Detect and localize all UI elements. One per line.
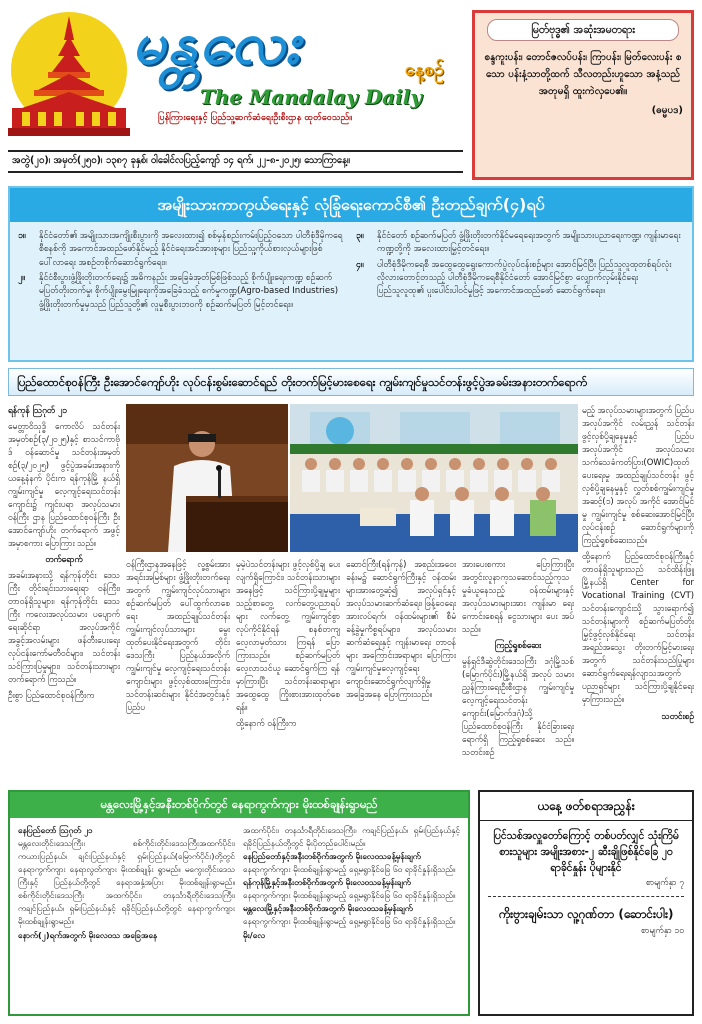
pagoda-logo-icon bbox=[8, 10, 130, 138]
weather-subheading: မန္တလေးမြို့နှင့်အနီးတစ်ဝိုက်အတွက် မိုးလေဝသခန့်မှန်းချက် bbox=[243, 903, 413, 914]
buddha-teaching-source: (ဓမ္မပဒ) bbox=[651, 105, 683, 117]
objectives-left-column bbox=[18, 230, 346, 314]
weather-subheading: နေပြည်တော်နှင့်အနီးတစ်ဝိုက်အတွက် မိုးလေဝသခန့်မှန်းချက် bbox=[243, 850, 421, 861]
article-paragraph: ထို့နောက် ပြည်ထောင်စုဝန်ကြီးနှင့် တာဝန်ရှိသူများသည် သင်ထိန်းဖြူမြို့နယ်ရှိ Center for Vocational Training (CVT) သင်တန်းကျောင်းသို့ သွားရောက်၍ သင်တန်းများကို စဉ်ဆက်မပြတ်တိုးမြှင့်ဖွင့်လှစ်နိုင်ရေး သင်တန်း အရည်အသွေး တိုးတက်မြင့်မားရေးအတွက် သင်တန်းသည်ပြုများ ဆောင်ရွက်ရေးရန်လျာသအတွက် ပညာရှင်များ သင်ကြားပို့ချနိုင်ရေး မှာကြားသည်။ bbox=[582, 551, 694, 705]
article-paragraph: ဝန်ကြီးဌာနအနေဖြင့် လူ့စွမ်းအား အရင်းအမြစ်များ ဖွံ့ဖြိုးတိုးတက်ရေးအတွက် ကျွမ်းကျင်လုပ်သားများ စဉ်ဆက်မပြတ် ပေါ်ထွက်လာစေရေး အထည်ချုပ်သင်တန်း ကျွမ်းကျင်လုပ်သားများ မွေးထုတ်ပေးနိုင်ရေးအတွက် တိုင်းဒေသကြီး ပြည်နယ်အလိုက် ကျွမ်းကျင်မှု လေ့ကျင့်ရေးသင်တန်းကျောင်းများ ဖွင့်လှစ်ထားကြောင်း၊ သင်တန်းဆင်းများ နိုင်ငံအတွင်းနှင့် ပြည်ပ bbox=[126, 559, 230, 713]
article-column-3 bbox=[236, 558, 340, 782]
article-paragraph: မည့် အလုပ်သမားများအတွက် ပြည်ပအလုပ်အကိုင် လမ်းညွှန် သင်တန်း ဖွင့်လှစ်ပို့ချနေမှုနှင့် ပြည်ပအလုပ်အကိုင် အလုပ်သမား သက်သေခံကတ်ပြား(OWIC)ထုတ် ပေးရေးမှု အထည်ချုပ်သင်တန်း ဖွင့်လှစ်ပို့ချနေမှုနှင့် လွှတ်စစ်ကျွမ်းကျင်မှုအဆင့်(၁) အလုပ် အကိုင် အောင်မြင်မှု ကျွမ်းကျင်မှု စစ်ဆေးအောင်မြင်ပြီး လုပ်ငန်းစဉ် ဆောင်ရွက်များကို ကြည့်ရှုစစ်ဆေးသည်။ bbox=[582, 405, 694, 546]
objective-item: ၁။ နိုင်ငံတော်၏ အမျိုးသားအကျိုးစီးပွားကို အလေးထား၍ စစ်မှန်စည်းကမ်းပြည့်ဝသော ပါတီစုံဒီမိုကရေစီစနစ်ကို အကောင်အထည်ဖော်နိုင်မည့် နိုင်ငံရေးအင်အားစုများ ပြည်သူ့ကိုယ်စားလှယ်များဖြစ်ပေါ်လာရေး အစဉ်တစိုက်ဆောင်ရွက်ရေး။ bbox=[18, 231, 343, 268]
masthead-title bbox=[132, 4, 462, 82]
todays-index-heading: ယနေ့ ဖတ်စရာအညွှန်း bbox=[480, 792, 692, 821]
article-paragraph: အားပေးစကား ပြောကြားပြီး အတွင်းလူနာကုသဆောင်သည့်ကုသမှုခံယူနေသည့် ဝန်ထမ်းများနှင့် အလုပ်သမားများအား ကျန်းမာ ရေး ကောင်းစေရန် ငွေသားများ ပေး အပ်သည်။ bbox=[462, 559, 574, 635]
weather-paragraph: နေရာကွက်ကျား မိုးထစ်ချုန်းရွာမည့် ရှေ့မရွာနိုင်ခြေ ၆၀ ရာခိုင်နှုန်းရှိသည်။ bbox=[243, 916, 456, 927]
article-signoff: သတင်းစဉ် bbox=[661, 711, 694, 722]
masthead-title-english: The Mandalay Daily bbox=[200, 85, 422, 109]
article-paragraph: ထို့နောက် ဝန်ကြီးက bbox=[236, 718, 297, 729]
index-item-1-page: စာမျက်နှာ ၇ bbox=[645, 878, 684, 889]
article-paragraph: အခမ်းအနားသို့ ရန်ကုန်တိုင်း ဒေသကြီး တိုင်းရင်းသားရေးရာ ဝန်ကြီး၊ တာဝန်ရှိသူများ၊ ရန်ကုန်တိုင်း ဒေသကြီး ကလေးအလုပ်သမား ပပျောက်ရေးဆိုင်ရာ အလုပ်အကိုင် အခွင့်အလမ်းများ ဖန်တီးပေးရေးလုပ်ငန်းကော်မတီဝင်များ၊ သင်တန်းသင်ကြားပြမှုများ၊ သင်တန်းသားများ တက်ရောက် ကြသည်။ bbox=[8, 570, 120, 685]
buddha-teaching-body: စန္ဒကူးပန်း၊ တောင်ဇလပ်ပန်း၊ ကြာပန်း၊ မြတ်လေးပန်း စသော ပန်းနံ့သာတို့ထက် သီလတည်းဟူသော အနံ့သည် အတုမရှိ ထူးကဲလှပေ၏။ bbox=[484, 52, 682, 98]
buddha-teaching-box bbox=[472, 10, 694, 180]
weather-subheading: ရန်ကုန်မြို့နှင့်အနီးတစ်ဝိုက်အတွက် မိုးလေဝသခန့်မှန်းချက် bbox=[243, 877, 411, 888]
weather-subheading: နေပြည်တော် ဩဂုတ် ၂၁ bbox=[18, 824, 93, 835]
weather-paragraph: မန္တလေးတိုင်းဒေသကြီး၊ စစ်ကိုင်းတိုင်းဒေသကြီးအထက်ပိုင်း၊ ကယားပြည်နယ်၊ ချင်းပြည်နယ်နှင့် ရှမ်းပြည်နယ်(မြောက်ပိုင်း)တို့တွင် နေရာကွက်ကျား နေရာလွတ်ကျား မိုးထစ်ချုန်း ရွာမည်။ မကွေးတိုင်းဒေသကြီးနှင့် ပြည်နယ်တို့တွင် နေရာအနှံ့အပြား မိုးထစ်ချုန်းရွာမည်။ စစ်ကိုင်းတိုင်းဒေသကြီး အထက်ပိုင်း၊ တနင်္သာရီတိုင်းဒေသကြီး၊ ကချင်ပြည်နယ်၊ ရှမ်းပြည်နယ်နှင့် ရခိုင်ပြည်နယ်တို့တွင် နေရာကွက်ကျား မိုးထစ်ချုန်းရွာမည်။ bbox=[18, 837, 235, 927]
objectives-right-column bbox=[356, 230, 684, 314]
main-headline: ပြည်ထောင်စုဝန်ကြီး ဦးအောင်ကျော်ဟိုး လုပ်ငန်းစွမ်းဆောင်ရည် တိုးတက်မြင့်မားစေရေး ကျွမ်းကျင်မှုသင်တန်းဖွင့်ပွဲအခမ်းအနားတက်ရောက် bbox=[8, 368, 694, 396]
article-column-6 bbox=[582, 404, 694, 782]
audience-photo-icon bbox=[290, 404, 578, 552]
index-item-1[interactable]: ပြင်သစ်အလှူတော်ကြောင့် တစ်ပတ်လျှင် သုံးကြိမ်စားသူများ အမျိုးအစား-၂ ဆီးချိုဖြစ်နိုင်ခြေ ၂၀ ရာခိုင်နှုန်း ပိုများနိုင် bbox=[493, 830, 679, 874]
minister-speech-photo-icon bbox=[126, 404, 288, 552]
masthead-subtitle: ပြန်ကြားရေးနှင့် ပြည်သူ့ဆက်ဆံရေးဦးစီးဌာန ထုတ်ဝေသည်။ bbox=[158, 113, 352, 123]
objective-item: ၃။ နိုင်ငံတော် စဉ်ဆက်မပြတ် ဖွံ့ဖြိုးတိုးတက်နိုင်မရေရေးအတွက် အမျိုးသားပညာရေးကဏ္ဍ၊ ကျန်းမာရေးကဏ္ဍတို့ကို အလေးထားမြှင့်တင်ရေး။ bbox=[356, 231, 681, 255]
article-column-1 bbox=[8, 404, 120, 782]
buddha-teaching-heading: မြတ်ဗုဒ္ဓ၏ အဆုံးအမတရား bbox=[487, 19, 679, 41]
objectives-heading: အမျိုးသားကာကွယ်ရေးနှင့် လုံခြုံရေးကောင်စီ၏ ဦးတည်ချက်(၄)ရပ် bbox=[10, 188, 692, 222]
article-paragraph: ဆောင်ကြီး(ရန်ကုန်) အစည်းအဝေး ခန်းမ၌ ဆောင်ရွက်ကြီးနှင့် ဝန်ထမ်း များအားတွေ့ဆုံ၍ အလုပ်ရှင်နှင့် အလုပ်သမားဆက်ဆံရေး၊ ဖြန့်ဝေရေး အားလပ်ရက်၊ ဝန်ထမ်းများ၏ စီမံခန့်ခွဲမှုကိစ္စရပ်များ၊ အလုပ်သမား ဆက်ဆံရေးနှင့် ကျန်းမာရေး တာဝန်များ အကြောင်းအရာများ ပြောကြား ကျွမ်းကျင်မှုလေ့ကျင့်ရေး ကျောင်းဆောင်ရွက်လျက်ရှိမှု အခြေအနေ ပြောကြားသည်။ bbox=[346, 559, 456, 700]
weather-column-2 bbox=[243, 824, 460, 942]
weather-paragraph: အထက်ပိုင်း၊ တနင်္သာရီတိုင်းဒေသကြီး၊ ကချင်ပြည်နယ်၊ ရှမ်းပြည်နယ်နှင့် ရခိုင်ပြည်နယ်တို့တွင် မိုးပိုတည်ပေါင်းမည်။ bbox=[243, 824, 460, 848]
article-column-2 bbox=[126, 558, 230, 782]
weather-column-1 bbox=[18, 824, 235, 942]
article-subheading: တက်ရောက် bbox=[45, 554, 83, 565]
article-byline: ရန်ကုန် ဩဂုတ် ၂၁ bbox=[8, 405, 67, 415]
article-paragraph: မေတ္တာဝိသုဒ္ဓိ ကောလိပ် သင်တန်းအမှတ်စဉ်(၃/၂၀၂၅)နှင့် စာသင်ကာဗိုဒ် ဝန်ဆောင်မှု သင်တန်းအမှတ်စဉ်(၃/၂၀၂၅) ဖွင့်ပွဲအခမ်းအနားကို ယနေ့နံနက် ပိုင်းက ရန်ကုန်မြို့ နယ်ရှိ ကျွမ်းကျင်မှု လေ့ကျင့်ရေးသင်တန်းကျောင်း၌ ကျင်းပရာ အလုပ်သမားဝန်ကြီး ဌာန ပြည်ထောင်စုဝန်ကြီး ဦးအောင်ကျော်ဟိုး တက်ရောက် အဖွင့်အမှာစကား ပြောကြား သည်။ bbox=[8, 421, 120, 549]
audience-photo bbox=[290, 404, 578, 552]
masthead-title-small: နေ့စဉ် bbox=[404, 59, 444, 80]
weather-article-box bbox=[8, 790, 470, 1016]
weather-article-heading: မန္တလေးမြို့နှင့်အနီးတစ်ဝိုက်တွင် နေရာကွက်ကျား မိုးထစ်ချုန်းရွာမည် bbox=[10, 792, 468, 818]
weather-paragraph: နေရာကွက်ကျား မိုးထစ်ချုန်းရွာမည့် ရှေ့မရွာနိုင်ခြေ ၆၀ ရာခိုင်နှုန်းရှိသည်။ bbox=[243, 863, 456, 874]
minister-speech-photo bbox=[126, 404, 288, 552]
article-subheading: ကြည့်ရှုစစ်ဆေး bbox=[494, 640, 542, 651]
article-column-5 bbox=[462, 558, 574, 782]
index-divider bbox=[488, 896, 684, 897]
index-item-2[interactable]: ကိုးဗွားချမ်းသာ လူ့ဂုဏ်တာ (ဆောင်းပါး) bbox=[498, 906, 674, 921]
article-paragraph: မွန်ရှင်ဒီဆွဲတိုင်းဒေသကြီး ဒဂုံမြို့သစ် (မြောက်ပိုင်း)မြို့နယ်ရှိ အလုပ် သမား ညွှန်ကြားရေးဦးစီးဌာန ကျွမ်းကျင်မှုလေ့ကျင့်ရေးသင်တန်း ကျောင်း(မြောက်ဒဂုံ)သို့ ပြည်ထောင်စုဝန်ကြီး နိုင်ငံခြားရေးရောက်ရှိ ကြည့်ရှုစစ်ဆေး သည်။ သတင်းစဉ် bbox=[462, 656, 574, 758]
article-paragraph: ဦးစွာ ပြည်ထောင်စုဝန်ကြီးက bbox=[8, 690, 95, 701]
issue-date-line: အတွဲ(၂၀)၊ အမှတ်(၂၅၀)၊ ၁၃၈၇ ခုနှစ်၊ ဝါခေါင်လပြည့်ကျော် ၁၄ ရက်၊ ၂၂-၈-၂၀၂၅၊ သောကြာနေ့။ bbox=[8, 150, 463, 173]
article-paragraph: မှမဲ့ပဲသင်တန်းများ ဖွင့်လှစ်ပို့ချ ပေးလျက်ရှိကြောင်း၊ သင်တန်းသားများအနေဖြင့် သင်ကြားပို့ချမှုများ သည့်စာတွေ့ လက်တွေ့ပညာရပ်များ လက်တွေ့ ကျွမ်းကျင်စွာ လုပ်ကိုင်နိုင်ရန် စနစ်တကျ လေ့လာမှတ်သား ကြရန် ပြောကြားသည်။ စဉ်ဆက်မပြတ် လေ့လာသင်ယူ ဆောင်ရွက်ကြ ရန် မှာကြားပြီး သင်တန်းဆရာများ အထွေထွေ ကြိုးစားအားထုတ်စေရန်။ bbox=[236, 559, 340, 713]
pagoda-logo bbox=[8, 10, 130, 138]
index-item-2-page: စာမျက်နှာ ၁၀ bbox=[641, 926, 684, 937]
objective-item: ၂။ နိုင်ငံစီးပွားဖွံ့ဖြိုးတိုးတက်ရေး၌ အဓိကနည်း အခြေခံအုတ်မြစ်ဖြစ်သည့် စိုက်ပျိုးရေးကဏ္ဍ စဉ်ဆက်မပြတ်တိုးတက်မှု၊ စိုက်ပျိုးမွေးမြူရေးကိုအခြေခံသည့် စက်မှုကဏ္ဍ(Agro-based Industries) ဖွံ့ဖြိုးတိုးတက်မှုမှသည် ပြည်သူတို့၏ လူမှုစီးပွားဘဝကို စဉ်ဆက်မပြတ် မြင့်တင်ရေး။ bbox=[18, 272, 339, 310]
article-column-4 bbox=[346, 558, 456, 782]
todays-index-box bbox=[478, 790, 694, 1016]
weather-subheading: နောက်(၂)ရက်အတွက် မိုးလေဝသ အခြေအနေ bbox=[18, 929, 158, 940]
objectives-box bbox=[8, 186, 694, 362]
weather-subheading: မိုး/လေ bbox=[243, 929, 265, 940]
objective-item: ၄။ ပါတီစုံဒီမိုကရေစီ အထွေထွေရွေးကောက်ပွဲလုပ်ငန်းစဉ်များ အောင်မြင်ပြီး ပြည်သူလူထုတစ်ရပ်လုံး လိုလားတောင့်တသည့် ပါတီစုံဒီမိုကရေစီနိုင်ငံတော် အောင်မြင်စွာ လျှောက်လှမ်းနိုင်ရေး ပြည်သူလူထု၏ ပူးပေါင်းပါဝင်မှုဖြင့် အကောင်အထည်ဖော် ဆောင်ရွက်ရေး။ bbox=[356, 259, 672, 297]
masthead-title-burmese: မန္တလေး bbox=[132, 9, 302, 77]
weather-paragraph: နေရာကွက်ကျား မိုးထစ်ချုန်းရွာမည့် ရှေ့မရွာနိုင်ခြေ ၆၀ ရာခိုင်နှုန်းရှိသည်။ bbox=[243, 890, 456, 901]
